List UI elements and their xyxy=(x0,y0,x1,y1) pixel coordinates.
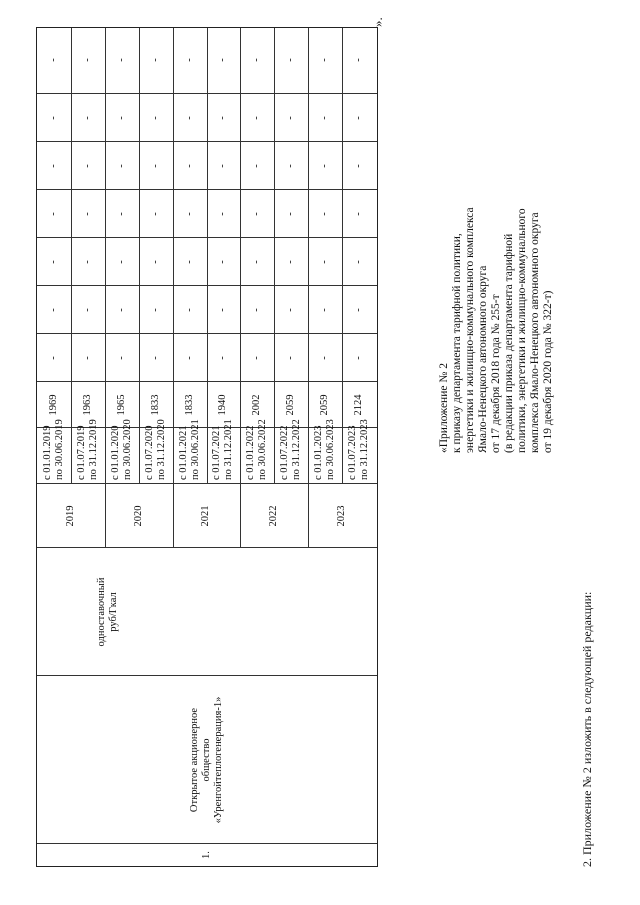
empty-cell: - xyxy=(353,260,365,264)
empty-cell: - xyxy=(183,260,195,264)
period-to: по 30.06.2019 xyxy=(53,419,65,480)
empty-cell: - xyxy=(81,116,93,120)
period-to: по 31.12.2020 xyxy=(155,419,167,480)
tariff-value: 2059 xyxy=(285,394,297,416)
period-to: по 31.12.2022 xyxy=(291,419,303,480)
empty-cell: - xyxy=(217,58,229,62)
empty-cell: - xyxy=(47,164,59,168)
tariff-value: 1940 xyxy=(217,394,229,416)
period-from: с 01.07.2023 xyxy=(347,425,359,480)
empty-cell: - xyxy=(47,58,59,62)
empty-cell: - xyxy=(183,116,195,120)
period-from: с 01.07.2022 xyxy=(279,425,291,480)
appendix-line: «Приложение № 2 xyxy=(438,363,450,453)
period-from: с 01.01.2022 xyxy=(245,425,257,480)
empty-cell: - xyxy=(251,308,263,312)
empty-cell: - xyxy=(319,212,331,216)
organization-line: общество xyxy=(200,738,212,782)
empty-cell: - xyxy=(115,116,127,120)
empty-cell: - xyxy=(149,212,161,216)
empty-cell: - xyxy=(183,58,195,62)
empty-cell: - xyxy=(319,116,331,120)
tariff-value: 1963 xyxy=(81,394,93,416)
empty-cell: - xyxy=(353,58,365,62)
empty-cell: - xyxy=(217,116,229,120)
empty-cell: - xyxy=(353,164,365,168)
period-to: по 31.12.2021 xyxy=(223,419,235,480)
period-cell xyxy=(240,419,274,480)
tariff-table xyxy=(36,27,378,867)
period-cell xyxy=(207,419,241,480)
empty-cell: - xyxy=(115,308,127,312)
instruction-text: 2. Приложение № 2 изложить в следующей редакции: xyxy=(580,591,594,867)
empty-cell: - xyxy=(81,212,93,216)
empty-cell: - xyxy=(251,58,263,62)
empty-cell: - xyxy=(285,212,297,216)
tariff-type-line: одноставочный xyxy=(96,577,108,647)
empty-cell: - xyxy=(319,356,331,360)
year-cell: 2023 xyxy=(336,505,348,527)
empty-cell: - xyxy=(353,116,365,120)
empty-cell: - xyxy=(319,308,331,312)
appendix-line: от 19 декабря 2020 года № 322-т) xyxy=(542,290,554,453)
empty-cell: - xyxy=(217,260,229,264)
empty-cell: - xyxy=(149,260,161,264)
empty-cell: - xyxy=(115,164,127,168)
empty-cell: - xyxy=(183,356,195,360)
period-cell xyxy=(139,419,173,480)
empty-cell: - xyxy=(47,356,59,360)
year-cell: 2020 xyxy=(132,505,144,527)
period-from: с 01.07.2019 xyxy=(75,425,87,480)
empty-cell: - xyxy=(353,308,365,312)
period-from: с 01.07.2020 xyxy=(143,425,155,480)
period-from: с 01.07.2021 xyxy=(211,425,223,480)
appendix-line: к приказу департамента тарифной политики, xyxy=(451,233,463,453)
period-to: по 30.06.2021 xyxy=(189,419,201,480)
period-to: по 31.12.2023 xyxy=(359,419,371,480)
empty-cell: - xyxy=(217,356,229,360)
period-cell xyxy=(37,419,71,480)
empty-cell: - xyxy=(285,308,297,312)
period-cell xyxy=(105,419,139,480)
period-cell xyxy=(71,419,105,480)
row-number: 1. xyxy=(200,851,212,859)
empty-cell: - xyxy=(149,308,161,312)
empty-cell: - xyxy=(149,116,161,120)
empty-cell: - xyxy=(115,212,127,216)
empty-cell: - xyxy=(149,58,161,62)
year-cell: 2019 xyxy=(64,505,76,527)
empty-cell: - xyxy=(285,58,297,62)
empty-cell: - xyxy=(47,308,59,312)
appendix-line: комплекса Ямало-Ненецкого автономного округа xyxy=(529,212,541,453)
footnote-mark: ». xyxy=(370,17,385,27)
tariff-type-line: руб/Гкал xyxy=(108,592,120,632)
tariff-value: 1969 xyxy=(47,394,59,416)
empty-cell: - xyxy=(319,260,331,264)
appendix-line: (в редакции приказа департамента тарифной xyxy=(503,233,515,453)
period-cell xyxy=(342,419,376,480)
empty-cell: - xyxy=(217,212,229,216)
tariff-value: 2124 xyxy=(353,394,365,416)
tariff-type xyxy=(37,548,179,676)
period-to: по 31.12.2019 xyxy=(87,419,99,480)
appendix-header xyxy=(438,33,555,453)
empty-cell: - xyxy=(285,356,297,360)
period-from: с 01.01.2019 xyxy=(41,425,53,480)
tariff-value: 1965 xyxy=(115,394,127,416)
empty-cell: - xyxy=(251,212,263,216)
empty-cell: - xyxy=(81,260,93,264)
empty-cell: - xyxy=(81,58,93,62)
appendix-line: от 17 декабря 2018 года № 255-т xyxy=(490,294,502,453)
empty-cell: - xyxy=(353,356,365,360)
organization-line: «Уренгойтеплогенерация-1» xyxy=(212,696,224,824)
empty-cell: - xyxy=(183,212,195,216)
empty-cell: - xyxy=(183,308,195,312)
tariff-value: 1833 xyxy=(149,394,161,416)
empty-cell: - xyxy=(47,212,59,216)
empty-cell: - xyxy=(353,212,365,216)
organization-name xyxy=(37,676,376,844)
empty-cell: - xyxy=(47,116,59,120)
empty-cell: - xyxy=(319,58,331,62)
empty-cell: - xyxy=(149,164,161,168)
period-to: по 30.06.2023 xyxy=(325,419,337,480)
empty-cell: - xyxy=(217,308,229,312)
appendix-line: энергетики и жилищно-коммунального комплекса xyxy=(464,207,476,453)
empty-cell: - xyxy=(149,356,161,360)
year-cell: 2021 xyxy=(200,505,212,527)
empty-cell: - xyxy=(81,164,93,168)
empty-cell: - xyxy=(251,116,263,120)
empty-cell: - xyxy=(183,164,195,168)
period-cell xyxy=(173,419,207,480)
appendix-line: политики, энергетики и жилищно-коммунального xyxy=(516,208,528,453)
empty-cell: - xyxy=(285,116,297,120)
period-from: с 01.01.2021 xyxy=(177,425,189,480)
empty-cell: - xyxy=(251,164,263,168)
empty-cell: - xyxy=(115,260,127,264)
empty-cell: - xyxy=(47,260,59,264)
empty-cell: - xyxy=(285,164,297,168)
period-to: по 30.06.2020 xyxy=(121,419,133,480)
period-cell xyxy=(308,419,342,480)
empty-cell: - xyxy=(319,164,331,168)
empty-cell: - xyxy=(251,260,263,264)
tariff-value: 1833 xyxy=(183,394,195,416)
appendix-line: Ямало-Ненецкого автономного округа xyxy=(477,265,489,453)
empty-cell: - xyxy=(251,356,263,360)
period-cell xyxy=(274,419,308,480)
empty-cell: - xyxy=(115,356,127,360)
period-to: по 30.06.2022 xyxy=(257,419,269,480)
tariff-value: 2059 xyxy=(319,394,331,416)
period-from: с 01.01.2020 xyxy=(109,425,121,480)
period-from: с 01.01.2023 xyxy=(313,425,325,480)
empty-cell: - xyxy=(217,164,229,168)
year-cell: 2022 xyxy=(268,505,280,527)
organization-line: Открытое акционерное xyxy=(188,707,200,813)
empty-cell: - xyxy=(81,356,93,360)
empty-cell: - xyxy=(81,308,93,312)
tariff-value: 2002 xyxy=(251,394,263,416)
empty-cell: - xyxy=(115,58,127,62)
empty-cell: - xyxy=(285,260,297,264)
